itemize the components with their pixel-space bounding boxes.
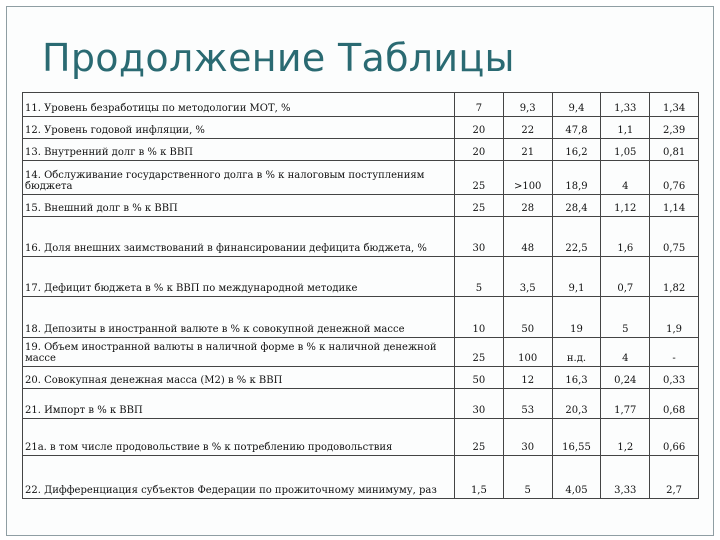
row-value: 18,9 — [552, 161, 601, 195]
row-value: 1,82 — [650, 257, 699, 297]
row-value: 20 — [455, 139, 504, 161]
row-value: 1,6 — [601, 217, 650, 257]
row-value: 0,33 — [650, 367, 699, 389]
row-value: 50 — [503, 297, 552, 338]
row-value: 53 — [503, 389, 552, 419]
table-row — [23, 195, 699, 217]
row-value: 1,12 — [601, 195, 650, 217]
table-body — [23, 93, 699, 499]
row-value: 47,8 — [552, 117, 601, 139]
row-value: 1,2 — [601, 419, 650, 456]
row-value: 0,76 — [650, 161, 699, 195]
row-label: 20. Совокупная денежная масса (М2) в % к ВВП — [23, 367, 455, 389]
row-label: 16. Доля внешних заимствований в финансировании дефицита бюджета, % — [23, 217, 455, 257]
row-value: 25 — [455, 161, 504, 195]
row-label: 22. Дифференциация субъектов Федерации по прожиточному минимуму, раз — [23, 456, 455, 499]
row-value: н.д. — [552, 338, 601, 367]
row-value: 16,55 — [552, 419, 601, 456]
row-value: 16,3 — [552, 367, 601, 389]
row-label: 19. Объем иностранной валюты в наличной форме в % к наличной денежной массе — [23, 338, 455, 367]
row-label: 15. Внешний долг в % к ВВП — [23, 195, 455, 217]
row-value: 28 — [503, 195, 552, 217]
row-value: 4 — [601, 161, 650, 195]
table-row — [23, 297, 699, 338]
row-value: >100 — [503, 161, 552, 195]
table-row — [23, 217, 699, 257]
row-value: 5 — [601, 297, 650, 338]
row-value: 1,5 — [455, 456, 504, 499]
table-row — [23, 338, 699, 367]
row-value: 1,1 — [601, 117, 650, 139]
row-value: 25 — [455, 195, 504, 217]
table-row — [23, 419, 699, 456]
row-value: 20 — [455, 117, 504, 139]
row-label: 11. Уровень безработицы по методологии МОТ, % — [23, 93, 455, 117]
row-value: 16,2 — [552, 139, 601, 161]
table-row — [23, 456, 699, 499]
row-value: 22,5 — [552, 217, 601, 257]
row-value: 1,05 — [601, 139, 650, 161]
row-value: 30 — [503, 419, 552, 456]
row-value: 0,66 — [650, 419, 699, 456]
table-row — [23, 367, 699, 389]
page-title: Продолжение Таблицы — [42, 36, 515, 80]
row-value: 12 — [503, 367, 552, 389]
row-label: 21а. в том числе продовольствие в % к потреблению продовольствия — [23, 419, 455, 456]
row-value: 0,7 — [601, 257, 650, 297]
row-value: 0,75 — [650, 217, 699, 257]
table-row — [23, 139, 699, 161]
row-label: 14. Обслуживание государственного долга в % к налоговым поступлениям бюджета — [23, 161, 455, 195]
table-row — [23, 161, 699, 195]
row-label: 13. Внутренний долг в % к ВВП — [23, 139, 455, 161]
row-value: 30 — [455, 217, 504, 257]
row-value: - — [650, 338, 699, 367]
row-value: 1,33 — [601, 93, 650, 117]
row-value: 9,4 — [552, 93, 601, 117]
row-value: 2,39 — [650, 117, 699, 139]
row-value: 1,34 — [650, 93, 699, 117]
table-row — [23, 93, 699, 117]
row-value: 1,14 — [650, 195, 699, 217]
row-value: 100 — [503, 338, 552, 367]
row-value: 21 — [503, 139, 552, 161]
row-label: 21. Импорт в % к ВВП — [23, 389, 455, 419]
row-value: 7 — [455, 93, 504, 117]
row-value: 30 — [455, 389, 504, 419]
table-row — [23, 389, 699, 419]
row-value: 3,33 — [601, 456, 650, 499]
row-value: 50 — [455, 367, 504, 389]
row-value: 4 — [601, 338, 650, 367]
row-label: 17. Дефицит бюджета в % к ВВП по международной методике — [23, 257, 455, 297]
row-label: 18. Депозиты в иностранной валюте в % к совокупной денежной массе — [23, 297, 455, 338]
table-row — [23, 257, 699, 297]
row-value: 19 — [552, 297, 601, 338]
row-value: 4,05 — [552, 456, 601, 499]
row-value: 28,4 — [552, 195, 601, 217]
row-value: 25 — [455, 338, 504, 367]
row-value: 48 — [503, 217, 552, 257]
table-row — [23, 117, 699, 139]
row-value: 25 — [455, 419, 504, 456]
row-value: 5 — [503, 456, 552, 499]
row-value: 9,1 — [552, 257, 601, 297]
row-value: 1,9 — [650, 297, 699, 338]
row-value: 9,3 — [503, 93, 552, 117]
row-value: 0,81 — [650, 139, 699, 161]
row-value: 0,68 — [650, 389, 699, 419]
row-value: 1,77 — [601, 389, 650, 419]
row-value: 22 — [503, 117, 552, 139]
row-value: 3,5 — [503, 257, 552, 297]
row-value: 0,24 — [601, 367, 650, 389]
row-value: 10 — [455, 297, 504, 338]
row-value: 2,7 — [650, 456, 699, 499]
row-value: 20,3 — [552, 389, 601, 419]
row-value: 5 — [455, 257, 504, 297]
indicators-table — [22, 92, 699, 499]
row-label: 12. Уровень годовой инфляции, % — [23, 117, 455, 139]
